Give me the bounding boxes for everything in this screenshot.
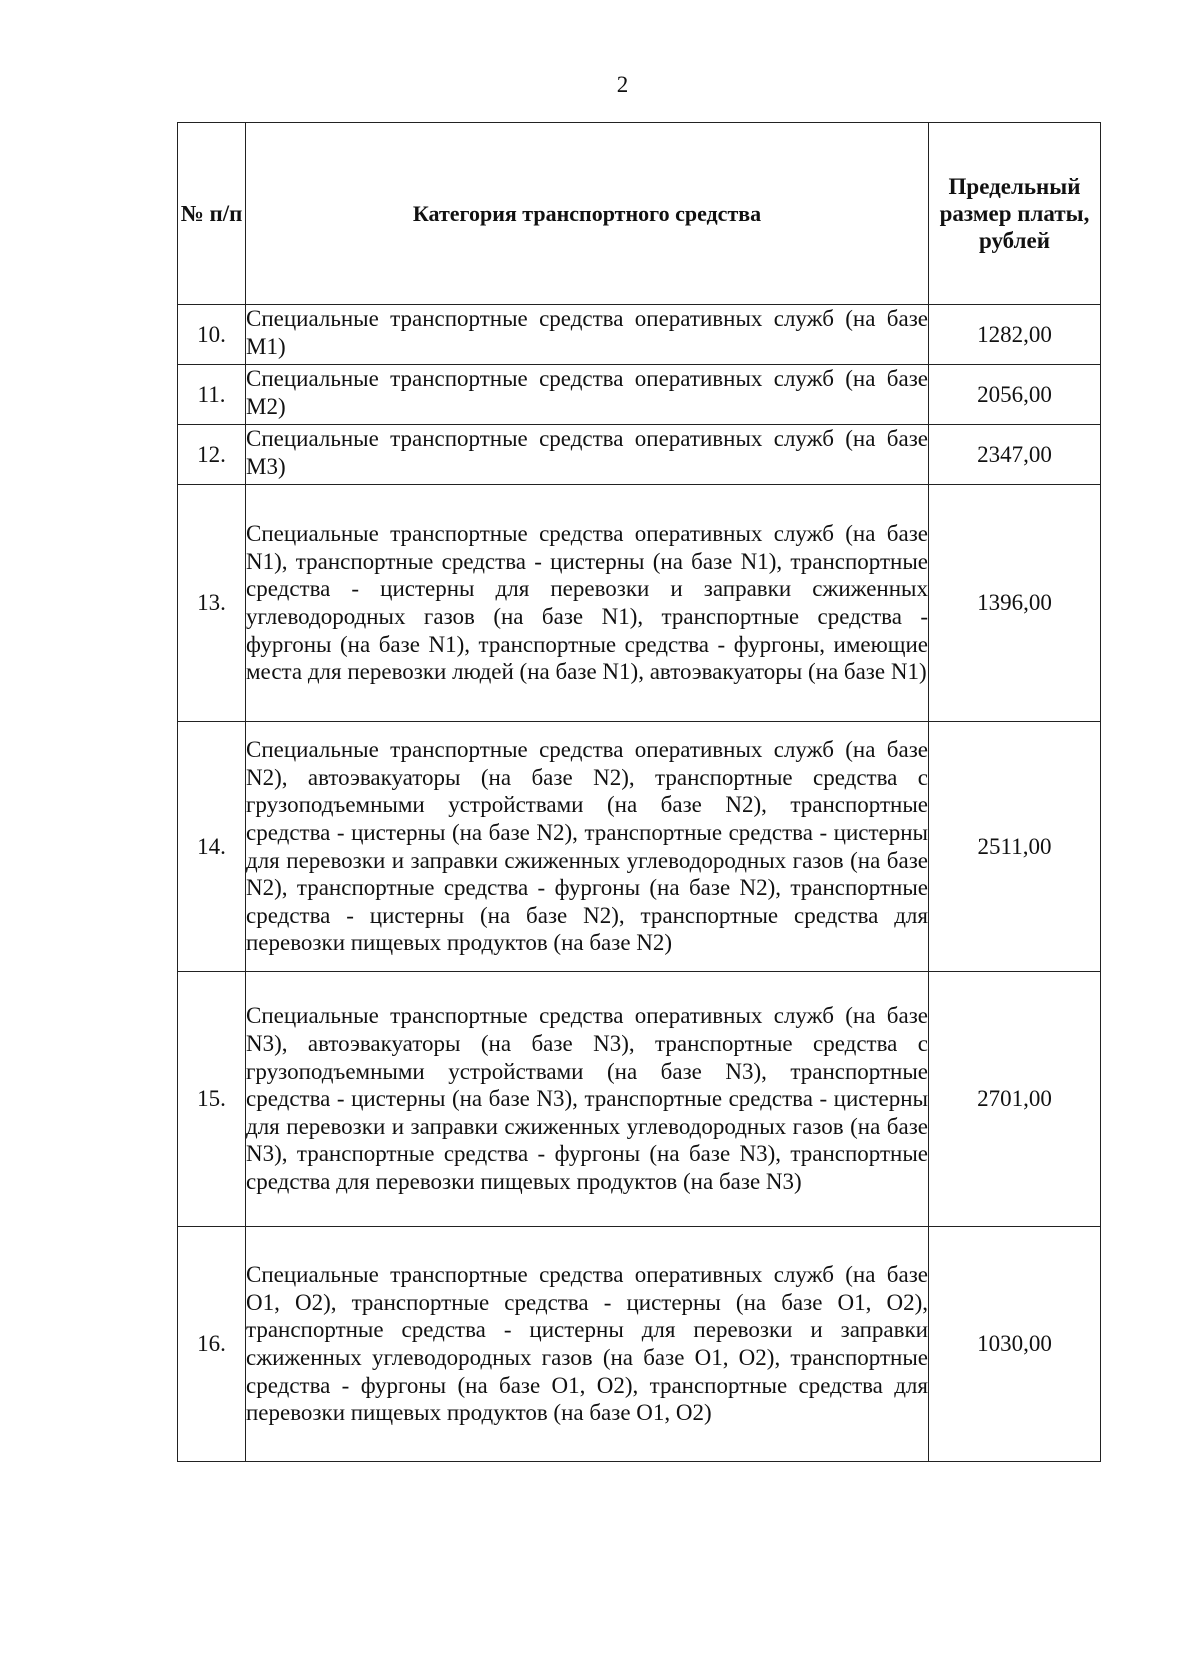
row-number: 11. [178,365,246,425]
table-row [178,485,1101,722]
table-row [178,972,1101,1227]
page-number: 2 [616,72,629,97]
header-category: Категория транспортного средства [246,123,929,305]
row-fee: 1396,00 [929,485,1101,722]
table-header-row [178,123,1101,305]
table-row [178,722,1101,972]
row-category: Специальные транспортные средства оперативных служб (на базе N3), автоэвакуаторы (на базе N3), транспортные средства с грузоподъемными устройствами (на базе N3), транспортные средства - цистерны (на базе N3), транспортные средства - цистерны для перевозки и заправки сжиженных углеводородных газов (на базе N3), транспортные средства - фургоны (на базе N3), транспортные средства для перевозки пищевых продуктов (на базе N3) [246,972,929,1227]
row-category: Специальные транспортные средства оперативных служб (на базе N1), транспортные средства - цистерны (на базе N1), транспортные средства - цистерны для перевозки и заправки сжиженных углеводородных газов (на базе N1), транспортные средства - фургоны (на базе N1), транспортные средства - фургоны, имеющие места для перевозки людей (на базе N1), автоэвакуаторы (на базе N1) [246,485,929,722]
table-row [178,305,1101,365]
row-number: 13. [178,485,246,722]
row-number: 14. [178,722,246,972]
row-category: Специальные транспортные средства оперативных служб (на базе N2), автоэвакуаторы (на базе N2), транспортные средства с грузоподъемными устройствами (на базе N2), транспортные средства - цистерны (на базе N2), транспортные средства - цистерны для перевозки и заправки сжиженных углеводородных газов (на базе N2), транспортные средства - фургоны (на базе N2), транспортные средства - цистерны (на базе N2), транспортные средства для перевозки пищевых продуктов (на базе N2) [246,722,929,972]
fee-table [177,122,1101,1462]
header-number: № п/п [178,123,246,305]
row-category: Специальные транспортные средства оперативных служб (на базе M1) [246,305,929,365]
table-row [178,1227,1101,1462]
row-fee: 2511,00 [929,722,1101,972]
row-number: 10. [178,305,246,365]
row-fee: 2347,00 [929,425,1101,485]
row-category: Специальные транспортные средства оперативных служб (на базе M3) [246,425,929,485]
row-category: Специальные транспортные средства оперативных служб (на базе M2) [246,365,929,425]
row-category: Специальные транспортные средства оперативных служб (на базе O1, O2), транспортные средства - цистерны (на базе O1, O2), транспортные средства - цистерны для перевозки и заправки сжиженных углеводородных газов (на базе O1, O2), транспортные средства - фургоны (на базе O1, O2), транспортные средства для перевозки пищевых продуктов (на базе O1, O2) [246,1227,929,1462]
table-row [178,365,1101,425]
row-fee: 1282,00 [929,305,1101,365]
header-fee: Предельный размер платы, рублей [929,123,1101,305]
row-number: 12. [178,425,246,485]
row-fee: 1030,00 [929,1227,1101,1462]
table-row [178,425,1101,485]
row-fee: 2056,00 [929,365,1101,425]
row-number: 15. [178,972,246,1227]
row-fee: 2701,00 [929,972,1101,1227]
row-number: 16. [178,1227,246,1462]
